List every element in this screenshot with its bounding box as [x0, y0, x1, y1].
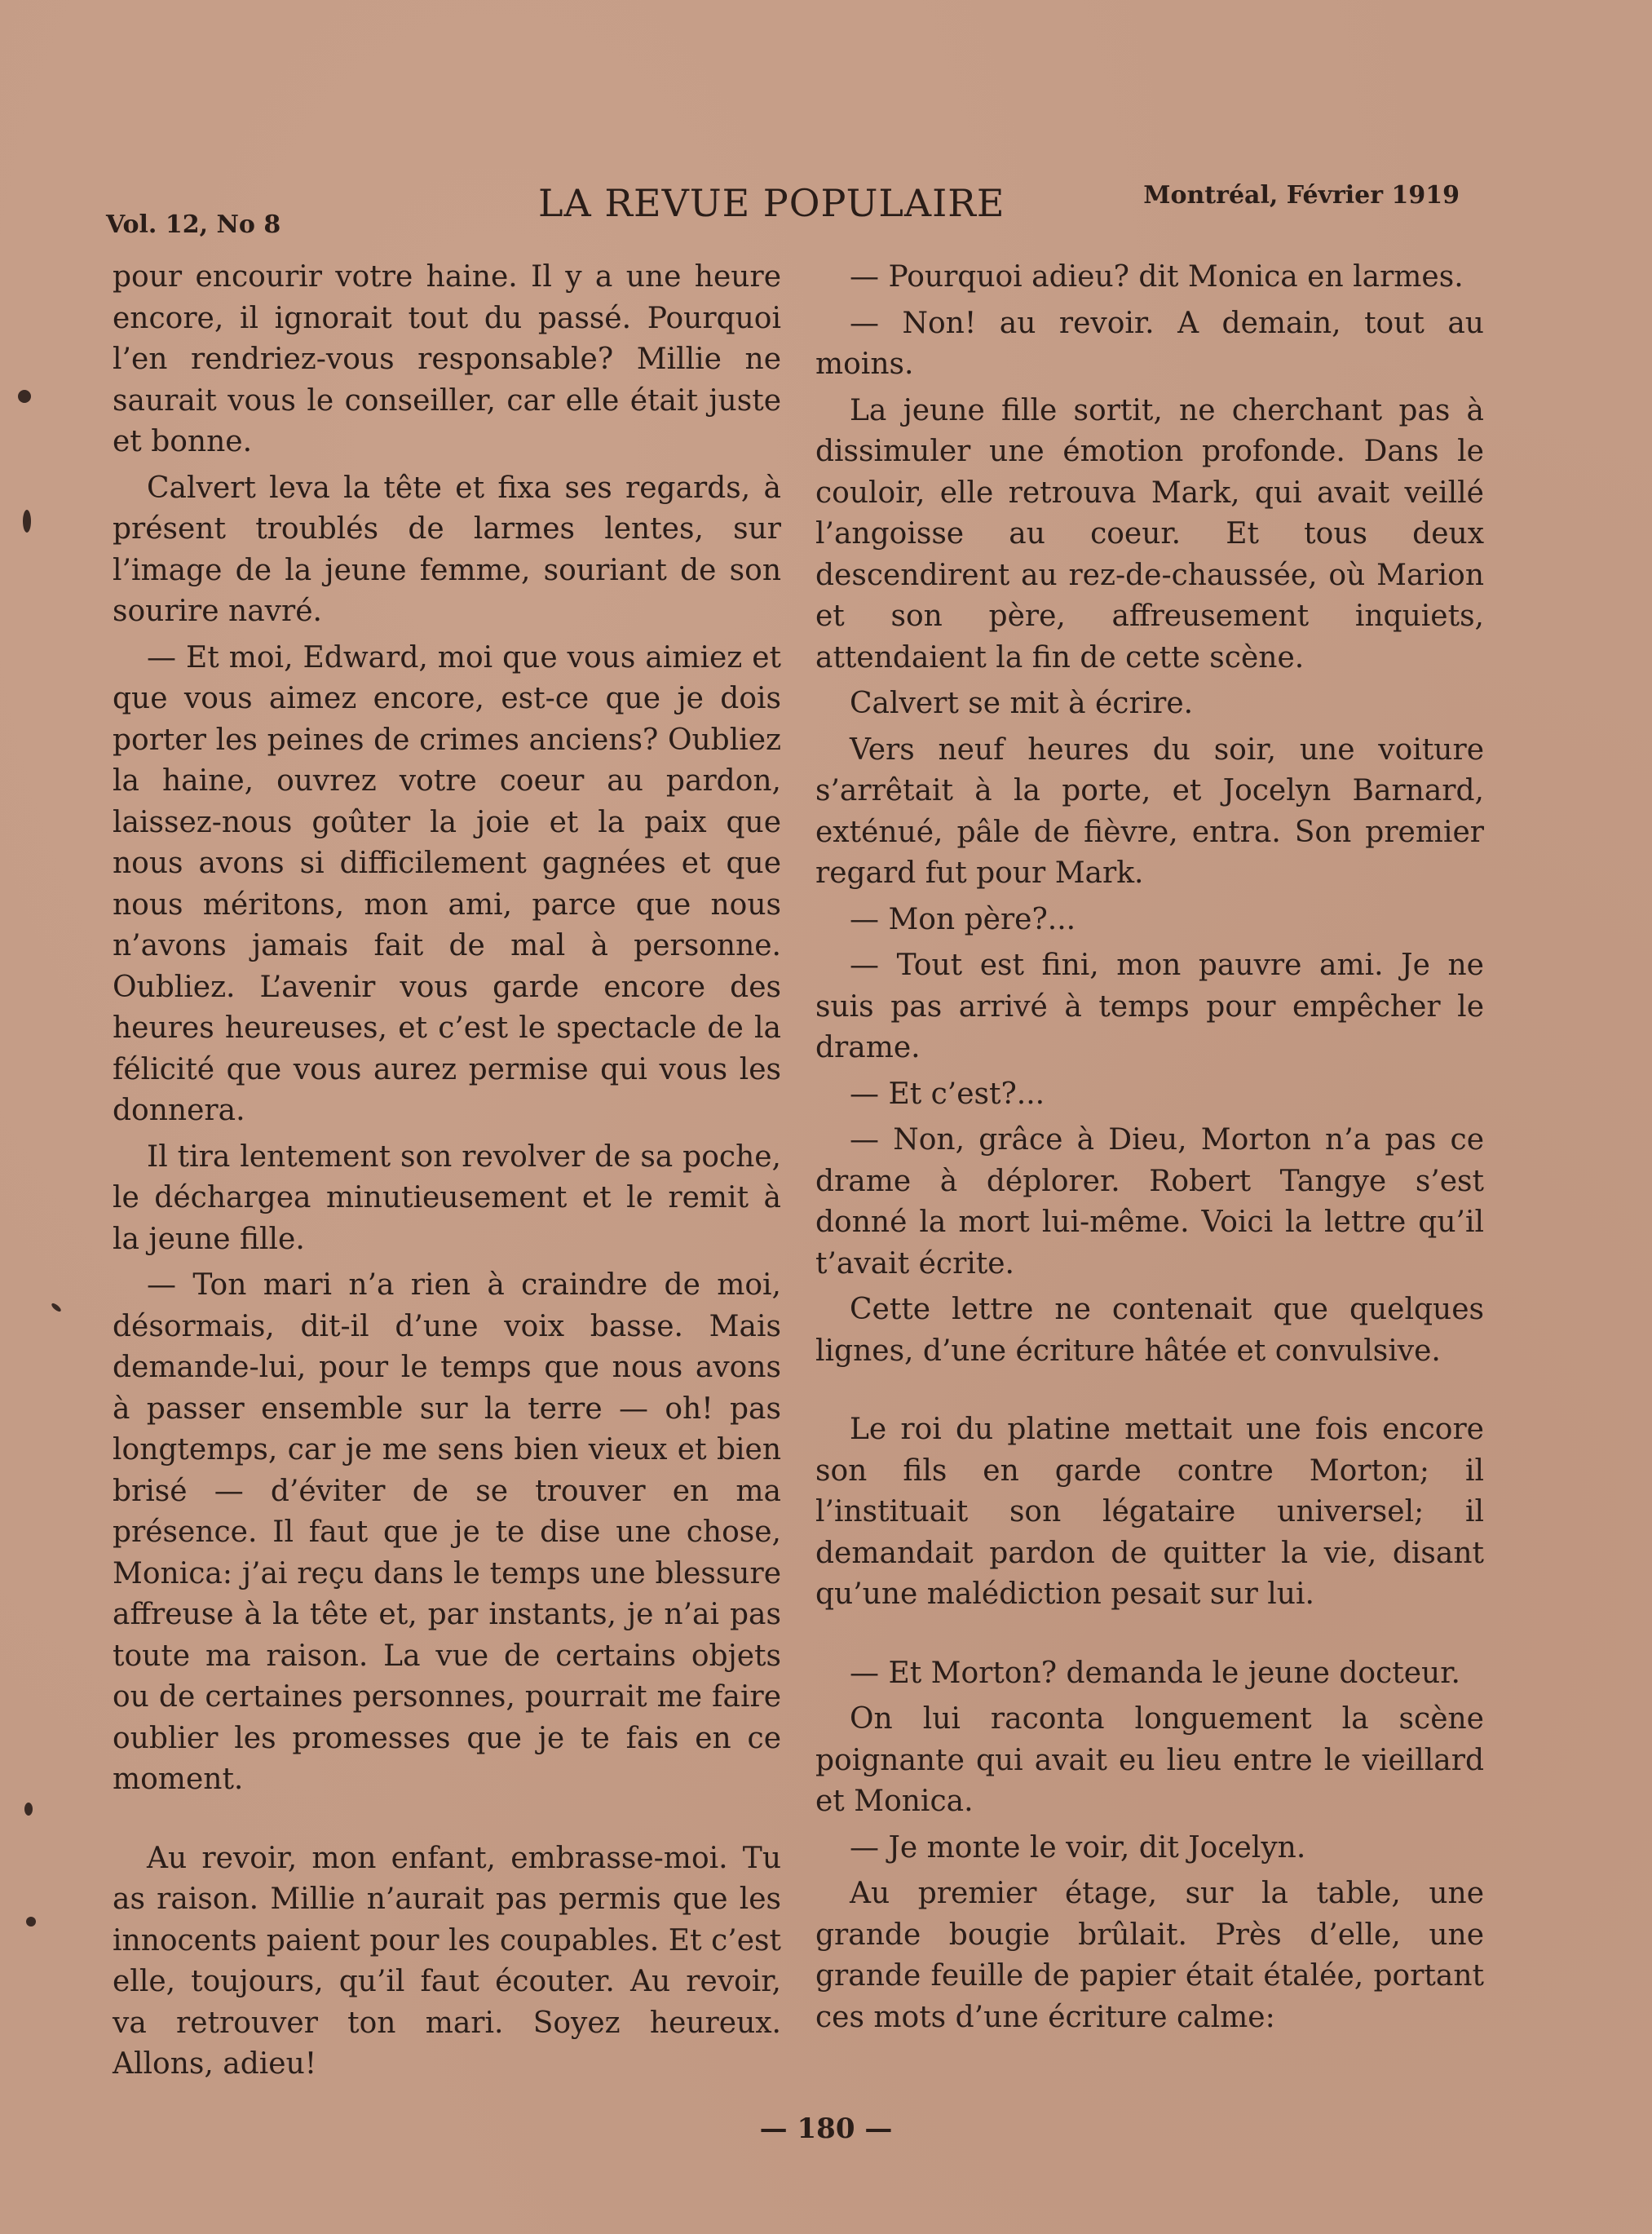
paragraph: Calvert se mit à écrire.	[850, 687, 1194, 720]
paragraph: — Mon père?...	[850, 902, 1076, 936]
paragraph: La jeune fille sortit, ne cherchant pas à dissimuler une émotion profonde. Dans le couloir, elle retrouva Mark, qui avait veillé l’angoisse au coeur. Et tous deux descendirent au rez-de-chaussée, où Marion et son père, affreusement inquiets, attendaient la fin de cette scène.	[815, 393, 1484, 675]
paragraph: — Non! au revoir. A demain, tout au moins.	[815, 306, 1484, 381]
paragraph: — Je monte le voir, dit Jocelyn.	[850, 1830, 1306, 1865]
paragraph: — Tout est fini, mon pauvre ami. Je ne suis pas arrivé à temps pour empêcher le drame.	[815, 949, 1484, 1064]
paragraph: Cette lettre ne contenait que quelques lignes, d’une écriture hâtée et convulsive.	[815, 1293, 1484, 1368]
page-number: — 180 —	[759, 2112, 893, 2145]
paragraph: Au revoir, mon enfant, embrasse-moi. Tu as raison. Millie n’aurait pas permis que les innocents paient pour les coupables. Et c’est elle, toujours, qu’il faut écouter. Au revoir, va retrouver ton mari. Soyez heureux. Allons, adieu!	[113, 1841, 781, 2081]
paragraph: — Et moi, Edward, moi que vous aimiez et que vous aimez encore, est-ce que je dois porter les peines de crimes anciens? Oubliez la haine, ouvrez votre coeur au pardon, laissez-nous goûter la joie et la paix que nous avons si difficilement gagnées et que nous méritons, mon ami, parce que nous n’avons jamais fait de mal à personne. Oubliez. L’avenir vous garde encore des heures heureuses, et c’est le spectacle de la félicité que vous aurez permise qui vous les donnera.	[113, 640, 781, 1127]
magazine-title: LA REVUE POPULAIRE	[538, 181, 1005, 225]
ink-speck	[51, 1302, 63, 1313]
paragraph: — Pourquoi adieu? dit Monica en larmes.	[850, 260, 1464, 294]
ink-speck	[26, 1917, 36, 1927]
paragraph: Le roi du platine mettait une fois encore son fils en garde contre Morton; il l’instituait son légataire universel; il demandait pardon de quitter la vie, disant qu’une malédiction pesait sur lui.	[815, 1413, 1484, 1611]
volume-number: Vol. 12, No 8	[106, 210, 281, 239]
paragraph: Calvert leva la tête et fixa ses regards, à présent troublés de larmes lentes, sur l’image de la jeune femme, souriant de son sourire navré.	[113, 471, 781, 628]
paragraph: — Ton mari n’a rien à craindre de moi, désormais, dit-il d’une voix basse. Mais demande-lui, pour le temps que nous avons à passer ensemble sur la terre — oh! pas longtemps, car je me sens bien vieux et bien brisé — d’éviter de se trouver en ma présence. Il faut que je te dise une chose, Monica: j’ai reçu dans le temps une blessure affreuse à la tête et, par instants, je n’ai pas toute ma raison. La vue de certains objets ou de certaines personnes, pourrait me faire oublier les promesses que je te fais en ce moment.	[113, 1268, 781, 1796]
ink-speck	[18, 390, 31, 403]
issue-date: Montréal, Février 1919	[1143, 181, 1460, 210]
paragraph: — Et Morton? demanda le jeune docteur.	[850, 1656, 1460, 1690]
paragraph: Au premier étage, sur la table, une grande bougie brûlait. Près d’elle, une grande feuille de papier était étalée, portant ces mots d’une écriture calme:	[815, 1877, 1484, 2034]
paragraph: — Non, grâce à Dieu, Morton n’a pas ce drame à déplorer. Robert Tangye s’est donné la mort lui-même. Voici la lettre qu’il t’avait écrite.	[815, 1123, 1484, 1281]
left-column	[113, 257, 781, 2090]
paragraph: Il tira lentement son revolver de sa poche, le déchargea minutieusement et le remit à la jeune fille.	[113, 1139, 781, 1256]
paragraph: pour encourir votre haine. Il y a une heure encore, il ignorait tout du passé. Pourquoi l’en rendriez-vous responsable? Millie ne saurait vous le conseiller, car elle était juste et bonne.	[113, 260, 781, 458]
ink-speck	[24, 1803, 33, 1816]
page-header	[106, 171, 1460, 237]
right-column	[815, 257, 1484, 2043]
ink-speck	[23, 510, 31, 533]
paragraph: Vers neuf heures du soir, une voiture s’arrêtait à la porte, et Jocelyn Barnard, exténué, pâle de fièvre, entra. Son premier regard fut pour Mark.	[815, 732, 1484, 890]
paragraph: — Et c’est?...	[850, 1077, 1045, 1111]
paragraph: On lui raconta longuement la scène poignante qui avait eu lieu entre le vieillard et Monica.	[815, 1702, 1484, 1818]
